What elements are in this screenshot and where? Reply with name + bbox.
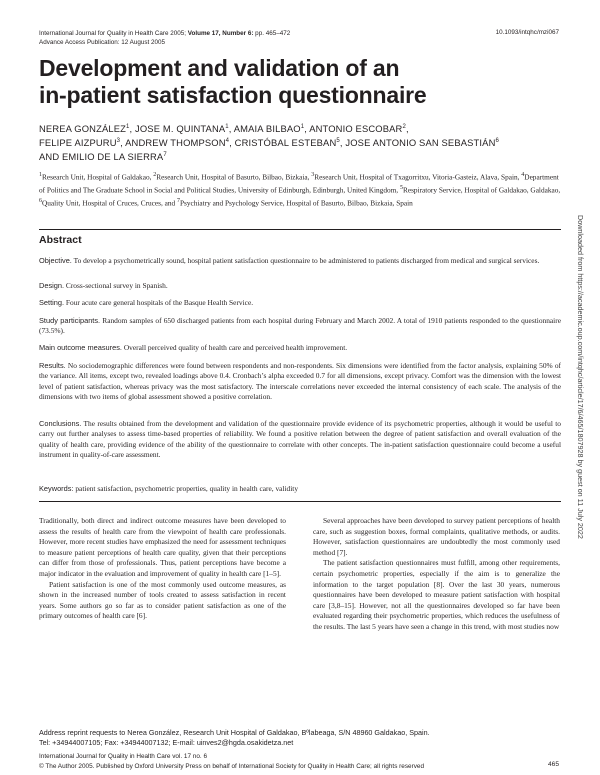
abstract-design: Design. Cross-sectional survey in Spanish. — [39, 281, 168, 290]
abstract-setting: Setting. Four acute care general hospitals of the Basque Health Service. — [39, 298, 254, 307]
body-column-left — [39, 516, 286, 622]
body-column-right — [313, 516, 560, 633]
author-line: AND EMILIO DE LA SIERRA$^7$ — [39, 151, 167, 163]
journal-volume: Volume 17, Number 6: — [187, 30, 254, 37]
body-paragraph: Patient satisfaction is one of the most commonly used outcome measures, as shown in the increased number of tools created to assess satisfaction in recent years. Some authors go so far as to consider patient satisfaction as one of the primary outcomes of health care [6]. — [39, 579, 286, 621]
abstract-keywords: Keywords: patient satisfaction, psychometric properties, quality in health care, validity — [39, 484, 299, 493]
abstract-bottom-rule — [39, 501, 561, 502]
copyright-line: © The Author 2005. Published by Oxford University Press on behalf of International Society for Quality in Health Care; all rights reserved — [39, 762, 425, 770]
body-paragraph: Several approaches have been developed to survey patient perceptions of health care, such as suggestion boxes, formal complaints, qualitative methods, or audits. However, satisfaction questionnaires are undoubtedly the most commonly used method [7]. — [313, 516, 560, 557]
advance-access-line: Advance Access Publication: 12 August 2005 — [39, 39, 166, 46]
page-number: 465 — [547, 761, 559, 768]
affiliations: $^1$Research Unit, Hospital of Galdakao, $^2$Research Unit, Hospital of Basurto, Bilbao, Bizkaia, $^3$Research Unit, Hospital of Txagorritxu, Vitoria-Gasteiz, Alava, Spain, $^4$Department of Politics and The Graduate School in Social and Political Studies, University of Edinburgh, Edinburgh, United Kingdom, $^5$Respiratory Service, Hospital of Galdakao, Galdakao, $^6$Quality Unit, Hospital of Cruces, Cruces, and $^7$Psychiatry and Psychology Service, Hospital of Basurto, Bilbao, Bizkaia, Spain — [39, 172, 561, 208]
abstract-conclusions: Conclusions. The results obtained from the development and validation of the questionnaire provide evidence of its psychometric properties, although it would be useful to carry out further analyses to assess time-based properties of reliability. We found a positive relation between the degree of patient satisfaction and overall evaluation of the quality of health care, providing evidence of the ability of the questionnaire to correlate with other concepts. The in-patient satisfaction questionnaire could become a useful instrument in quality-of-care assessment. — [39, 419, 561, 460]
body-paragraph: The patient satisfaction questionnaires must fulfill, among other requirements, certain psychometric properties, especially if the aim is to generalize the information to the target population [8]. Over the last 30 years, numerous questionnaires have been developed to measure patient satisfaction with hospital care [3,8–15]. However, not all the questionnaires developed so far have been evaluated regarding their psychometric properties, which reduces the usefulness of the results. The last 5 years have seen a change in this trend, with most studies now — [313, 558, 560, 631]
download-watermark: Downloaded from https://academic.oup.com/intqhc/article/17/6/465/1807928 by guest on 11 July 2022 — [576, 215, 585, 539]
abstract-outcome: Main outcome measures. Overall perceived quality of health care and perceived health improvement. — [39, 343, 348, 352]
body-paragraph: Traditionally, both direct and indirect outcome measures have been developed to assess the results of health care from the viewpoint of health care professionals. However, more recent studies have emphasized the need for assessment techniques to measure patient perceptions of health care quality, given that their perceptions can differ from those of professionals. Thus, patient perceptions have become a major indicator in the evaluation and improvement of quality in health care [1–5]. — [39, 516, 286, 578]
author-list — [39, 121, 564, 163]
journal-footer-title: International Journal for Quality in Health Care vol. 17 no. 6 — [39, 753, 208, 760]
doi-link[interactable]: 10.1093/intqhc/mzi067 — [495, 29, 559, 36]
article-title: Development and validation of an in-patient satisfaction questionnaire — [39, 55, 427, 108]
journal-citation: International Journal for Quality in Health Care 2005; Volume 17, Number 6: pp. 465–472 — [39, 30, 291, 37]
abstract-top-rule — [39, 229, 561, 230]
abstract-heading: Abstract — [39, 234, 82, 246]
author-line: FELIPE AIZPURU$^3$, ANDREW THOMPSON$^4$, CRISTÓBAL ESTEBAN$^5$, JOSE ANTONIO SAN SEBASTIÁN$^6$ — [39, 137, 500, 149]
journal-header — [39, 29, 290, 47]
contact-details: Tel: +34944007105; Fax: +34944007132; E-mail: uinves2@hgda.osakidetza.net — [39, 738, 294, 747]
journal-footer — [39, 752, 561, 771]
abstract-participants: Study participants. Random samples of 650 discharged patients from each hospital during February and March 2002. A total of 1910 patients responded to the questionnaire (73.5%). — [39, 316, 561, 336]
author-line: NEREA GONZÁLEZ$^1$, JOSE M. QUINTANA$^1$, AMAIA BILBAO$^1$, ANTONIO ESCOBAR$^2$, — [39, 123, 409, 135]
correspondence-address: Address reprint requests to Nerea González, Research Unit Hospital of Galdakao, Bºlabeaga, S/N 48960 Galdakao, Spain. Tel: +34944007105; Fax: +34944007132; E-mail: uinves2@hgda.osakidetza.net — [39, 728, 561, 748]
abstract-results: Results. No sociodemographic differences were found between respondents and non-respondents. Six dimensions were identified from the factor analysis, explaining 50% of the variance. All items, except two, revealed loadings above 0.4. Cronbach’s alpha exceeded 0.7 for all dimensions, except privacy. Comfort was the dimension with the lowest level of patient satisfaction, whereas privacy was the most satisfactory. The interscale correlations never exceeded the internal consistency of each scale. The analysis of the dimensions with two items of global assessment showed a positive correlation. — [39, 361, 561, 402]
abstract-objective: Objective. To develop a psychometrically sound, hospital patient satisfaction questionnaire to be administered to patients discharged from medical and surgical services. — [39, 256, 540, 265]
